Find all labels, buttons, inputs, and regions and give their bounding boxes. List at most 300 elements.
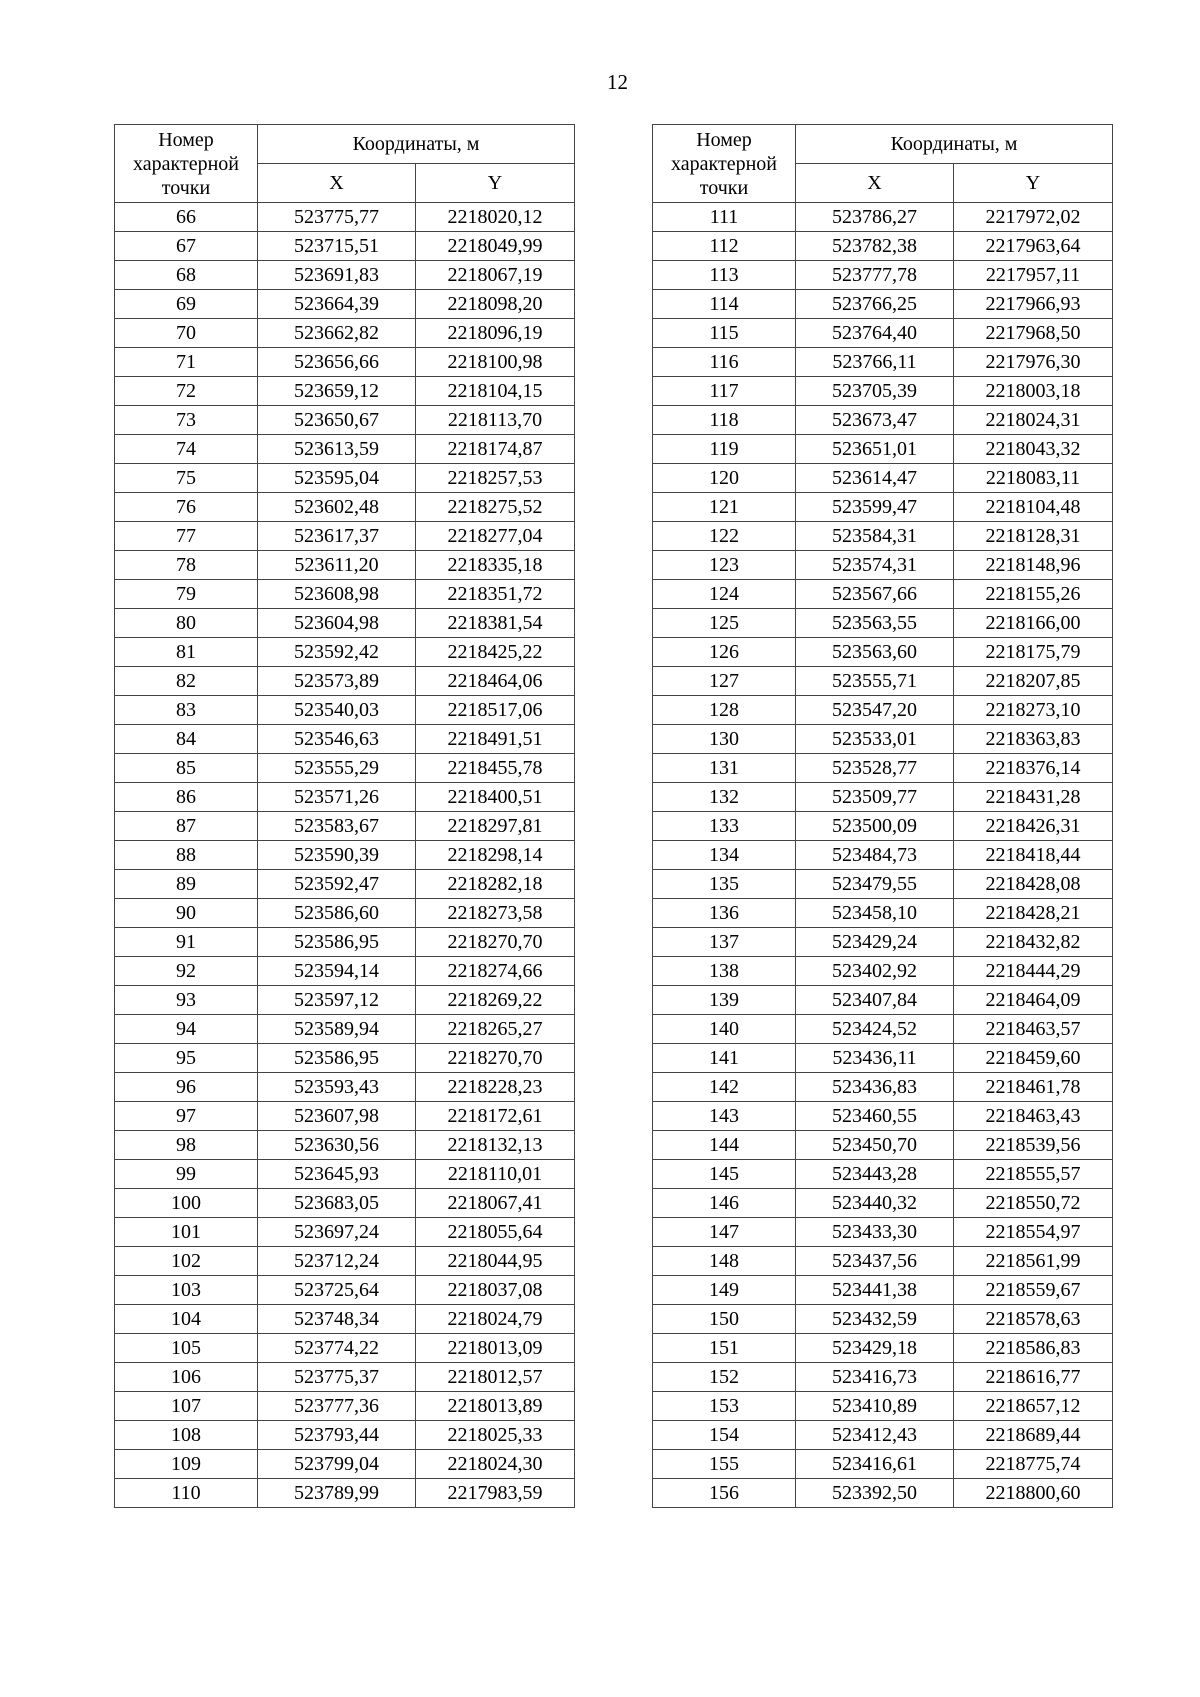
- point-number-cell: 110: [115, 1479, 258, 1508]
- table-row: [653, 493, 1113, 522]
- table-row: [653, 1450, 1113, 1479]
- point-number-cell: 102: [115, 1247, 258, 1276]
- x-coordinate-cell: 523659,12: [258, 377, 416, 406]
- point-number-cell: 92: [115, 957, 258, 986]
- x-coordinate-cell: 523602,48: [258, 493, 416, 522]
- x-coordinate-cell: 523650,67: [258, 406, 416, 435]
- y-coordinate-cell: 2218049,99: [416, 232, 575, 261]
- point-number-cell: 154: [653, 1421, 796, 1450]
- y-coordinate-cell: 2218616,77: [954, 1363, 1113, 1392]
- point-number-cell: 107: [115, 1392, 258, 1421]
- table-row: [653, 580, 1113, 609]
- point-number-cell: 111: [653, 203, 796, 232]
- x-coordinate-cell: 523573,89: [258, 667, 416, 696]
- y-coordinate-cell: 2218431,28: [954, 783, 1113, 812]
- x-coordinate-cell: 523484,73: [796, 841, 954, 870]
- y-coordinate-cell: 2218282,18: [416, 870, 575, 899]
- table-row: [653, 464, 1113, 493]
- x-coordinate-cell: 523597,12: [258, 986, 416, 1015]
- point-number-cell: 72: [115, 377, 258, 406]
- point-number-cell: 94: [115, 1015, 258, 1044]
- table-row: [115, 522, 575, 551]
- y-coordinate-cell: 2218455,78: [416, 754, 575, 783]
- y-coordinate-cell: 2218257,53: [416, 464, 575, 493]
- y-coordinate-cell: 2218132,13: [416, 1131, 575, 1160]
- table-row: [115, 1276, 575, 1305]
- y-coordinate-cell: 2218578,63: [954, 1305, 1113, 1334]
- point-number-cell: 80: [115, 609, 258, 638]
- point-number-cell: 141: [653, 1044, 796, 1073]
- y-coordinate-cell: 2217968,50: [954, 319, 1113, 348]
- table-row: [115, 1015, 575, 1044]
- x-coordinate-cell: 523555,71: [796, 667, 954, 696]
- table-row: [115, 1131, 575, 1160]
- y-coordinate-cell: 2218517,06: [416, 696, 575, 725]
- y-coordinate-cell: 2218464,06: [416, 667, 575, 696]
- table-row: [115, 899, 575, 928]
- y-coordinate-cell: 2218335,18: [416, 551, 575, 580]
- y-coordinate-cell: 2218363,83: [954, 725, 1113, 754]
- point-number-cell: 137: [653, 928, 796, 957]
- point-number-cell: 117: [653, 377, 796, 406]
- point-number-cell: 103: [115, 1276, 258, 1305]
- table-row: [115, 1450, 575, 1479]
- x-coordinate-cell: 523540,03: [258, 696, 416, 725]
- table-row: [115, 957, 575, 986]
- table-row: [653, 957, 1113, 986]
- point-number-cell: 113: [653, 261, 796, 290]
- y-coordinate-cell: 2218444,29: [954, 957, 1113, 986]
- table-row: [653, 1189, 1113, 1218]
- point-number-cell: 100: [115, 1189, 258, 1218]
- x-coordinate-cell: 523599,47: [796, 493, 954, 522]
- point-number-cell: 127: [653, 667, 796, 696]
- y-coordinate-cell: 2218110,01: [416, 1160, 575, 1189]
- table-row: [115, 261, 575, 290]
- x-coordinate-cell: 523777,78: [796, 261, 954, 290]
- table-row: [115, 1102, 575, 1131]
- table-row: [115, 783, 575, 812]
- y-coordinate-cell: 2218297,81: [416, 812, 575, 841]
- table-row: [653, 551, 1113, 580]
- point-number-cell: 143: [653, 1102, 796, 1131]
- coordinates-table-right: [652, 124, 1113, 1508]
- x-coordinate-cell: 523777,36: [258, 1392, 416, 1421]
- y-coordinate-cell: 2218689,44: [954, 1421, 1113, 1450]
- point-number-cell: 97: [115, 1102, 258, 1131]
- point-number-cell: 74: [115, 435, 258, 464]
- x-coordinate-cell: 523563,55: [796, 609, 954, 638]
- table-row: [653, 1160, 1113, 1189]
- table-row: [653, 1102, 1113, 1131]
- point-number-cell: 95: [115, 1044, 258, 1073]
- point-number-cell: 153: [653, 1392, 796, 1421]
- y-coordinate-cell: 2218428,08: [954, 870, 1113, 899]
- y-coordinate-cell: 2217976,30: [954, 348, 1113, 377]
- point-number-cell: 106: [115, 1363, 258, 1392]
- y-coordinate-cell: 2218166,00: [954, 609, 1113, 638]
- table-row: [115, 638, 575, 667]
- y-coordinate-cell: 2218104,48: [954, 493, 1113, 522]
- y-coordinate-cell: 2218298,14: [416, 841, 575, 870]
- y-coordinate-cell: 2218586,83: [954, 1334, 1113, 1363]
- x-coordinate-cell: 523450,70: [796, 1131, 954, 1160]
- point-number-cell: 134: [653, 841, 796, 870]
- table-row: [653, 435, 1113, 464]
- y-coordinate-cell: 2218426,31: [954, 812, 1113, 841]
- y-coordinate-cell: 2218096,19: [416, 319, 575, 348]
- x-coordinate-cell: 523607,98: [258, 1102, 416, 1131]
- x-coordinate-cell: 523563,60: [796, 638, 954, 667]
- y-coordinate-cell: 2218113,70: [416, 406, 575, 435]
- y-coordinate-cell: 2218067,19: [416, 261, 575, 290]
- table-row: [653, 522, 1113, 551]
- x-coordinate-cell: 523782,38: [796, 232, 954, 261]
- point-number-cell: 116: [653, 348, 796, 377]
- x-coordinate-cell: 523608,98: [258, 580, 416, 609]
- y-coordinate-cell: 2218376,14: [954, 754, 1113, 783]
- x-coordinate-cell: 523662,82: [258, 319, 416, 348]
- table-row: [115, 493, 575, 522]
- point-number-cell: 70: [115, 319, 258, 348]
- x-coordinate-cell: 523583,67: [258, 812, 416, 841]
- y-coordinate-cell: 2218273,10: [954, 696, 1113, 725]
- table-row: [115, 551, 575, 580]
- y-coordinate-cell: 2218037,08: [416, 1276, 575, 1305]
- table-row: [115, 232, 575, 261]
- x-coordinate-cell: 523715,51: [258, 232, 416, 261]
- y-coordinate-cell: 2218024,30: [416, 1450, 575, 1479]
- point-number-cell: 105: [115, 1334, 258, 1363]
- x-coordinate-cell: 523766,11: [796, 348, 954, 377]
- x-coordinate-cell: 523712,24: [258, 1247, 416, 1276]
- point-number-cell: 155: [653, 1450, 796, 1479]
- x-coordinate-cell: 523691,83: [258, 261, 416, 290]
- y-coordinate-cell: 2218020,12: [416, 203, 575, 232]
- y-coordinate-cell: 2217972,02: [954, 203, 1113, 232]
- column-header-y: Y: [416, 164, 575, 203]
- x-coordinate-cell: 523410,89: [796, 1392, 954, 1421]
- point-number-cell: 123: [653, 551, 796, 580]
- y-coordinate-cell: 2218055,64: [416, 1218, 575, 1247]
- x-coordinate-cell: 523604,98: [258, 609, 416, 638]
- table-row: [653, 725, 1113, 754]
- table-row: [653, 203, 1113, 232]
- x-coordinate-cell: 523656,66: [258, 348, 416, 377]
- x-coordinate-cell: 523764,40: [796, 319, 954, 348]
- point-number-cell: 108: [115, 1421, 258, 1450]
- table-row: [653, 1334, 1113, 1363]
- y-coordinate-cell: 2218172,61: [416, 1102, 575, 1131]
- y-coordinate-cell: 2218174,87: [416, 435, 575, 464]
- y-coordinate-cell: 2218024,79: [416, 1305, 575, 1334]
- y-coordinate-cell: 2218228,23: [416, 1073, 575, 1102]
- x-coordinate-cell: 523705,39: [796, 377, 954, 406]
- y-coordinate-cell: 2218128,31: [954, 522, 1113, 551]
- table-row: [653, 870, 1113, 899]
- x-coordinate-cell: 523645,93: [258, 1160, 416, 1189]
- x-coordinate-cell: 523748,34: [258, 1305, 416, 1334]
- y-coordinate-cell: 2218554,97: [954, 1218, 1113, 1247]
- table-row: [115, 580, 575, 609]
- x-coordinate-cell: 523593,43: [258, 1073, 416, 1102]
- table-row: [653, 261, 1113, 290]
- x-coordinate-cell: 523614,47: [796, 464, 954, 493]
- point-number-cell: 71: [115, 348, 258, 377]
- table-row: [115, 841, 575, 870]
- x-coordinate-cell: 523458,10: [796, 899, 954, 928]
- column-header-coordinates: Координаты, м: [258, 125, 575, 164]
- x-coordinate-cell: 523586,95: [258, 1044, 416, 1073]
- table-row: [115, 870, 575, 899]
- point-number-cell: 104: [115, 1305, 258, 1334]
- point-number-cell: 81: [115, 638, 258, 667]
- x-coordinate-cell: 523775,37: [258, 1363, 416, 1392]
- y-coordinate-cell: 2218100,98: [416, 348, 575, 377]
- y-coordinate-cell: 2218561,99: [954, 1247, 1113, 1276]
- table-row: [115, 1392, 575, 1421]
- y-coordinate-cell: 2218463,43: [954, 1102, 1113, 1131]
- table-row: [115, 667, 575, 696]
- point-number-cell: 78: [115, 551, 258, 580]
- column-header-y: Y: [954, 164, 1113, 203]
- point-number-cell: 132: [653, 783, 796, 812]
- point-number-cell: 135: [653, 870, 796, 899]
- point-number-cell: 156: [653, 1479, 796, 1508]
- x-coordinate-cell: 523775,77: [258, 203, 416, 232]
- x-coordinate-cell: 523412,43: [796, 1421, 954, 1450]
- table-row: [115, 754, 575, 783]
- x-coordinate-cell: 523500,09: [796, 812, 954, 841]
- y-coordinate-cell: 2218351,72: [416, 580, 575, 609]
- point-number-cell: 128: [653, 696, 796, 725]
- x-coordinate-cell: 523546,63: [258, 725, 416, 754]
- table-row: [115, 406, 575, 435]
- table-row: [115, 1189, 575, 1218]
- table-row: [653, 1363, 1113, 1392]
- table-row: [653, 841, 1113, 870]
- x-coordinate-cell: 523509,77: [796, 783, 954, 812]
- x-coordinate-cell: 523437,56: [796, 1247, 954, 1276]
- table-row: [115, 725, 575, 754]
- y-coordinate-cell: 2218491,51: [416, 725, 575, 754]
- y-coordinate-cell: 2218044,95: [416, 1247, 575, 1276]
- point-number-cell: 149: [653, 1276, 796, 1305]
- table-row: [115, 377, 575, 406]
- point-number-cell: 87: [115, 812, 258, 841]
- y-coordinate-cell: 2218013,89: [416, 1392, 575, 1421]
- table-row: [115, 1363, 575, 1392]
- x-coordinate-cell: 523664,39: [258, 290, 416, 319]
- x-coordinate-cell: 523613,59: [258, 435, 416, 464]
- x-coordinate-cell: 523407,84: [796, 986, 954, 1015]
- table-row: [115, 203, 575, 232]
- x-coordinate-cell: 523789,99: [258, 1479, 416, 1508]
- table-row: [653, 1247, 1113, 1276]
- y-coordinate-cell: 2218155,26: [954, 580, 1113, 609]
- y-coordinate-cell: 2218012,57: [416, 1363, 575, 1392]
- table-row: [115, 1160, 575, 1189]
- x-coordinate-cell: 523429,18: [796, 1334, 954, 1363]
- point-number-cell: 120: [653, 464, 796, 493]
- point-number-cell: 115: [653, 319, 796, 348]
- table-row: [653, 638, 1113, 667]
- x-coordinate-cell: 523424,52: [796, 1015, 954, 1044]
- x-coordinate-cell: 523416,61: [796, 1450, 954, 1479]
- table-row: [115, 1479, 575, 1508]
- point-number-cell: 146: [653, 1189, 796, 1218]
- table-row: [653, 696, 1113, 725]
- y-coordinate-cell: 2217966,93: [954, 290, 1113, 319]
- x-coordinate-cell: 523592,42: [258, 638, 416, 667]
- x-coordinate-cell: 523589,94: [258, 1015, 416, 1044]
- table-row: [653, 1392, 1113, 1421]
- table-row: [115, 986, 575, 1015]
- table-row: [653, 1305, 1113, 1334]
- table-row: [115, 290, 575, 319]
- x-coordinate-cell: 523799,04: [258, 1450, 416, 1479]
- table-row: [653, 406, 1113, 435]
- table-row: [653, 1218, 1113, 1247]
- table-row: [653, 319, 1113, 348]
- point-number-cell: 93: [115, 986, 258, 1015]
- y-coordinate-cell: 2218381,54: [416, 609, 575, 638]
- column-header-point-number: Номер характерной точки: [115, 125, 258, 203]
- table-row: [115, 1421, 575, 1450]
- y-coordinate-cell: 2218013,09: [416, 1334, 575, 1363]
- point-number-cell: 150: [653, 1305, 796, 1334]
- x-coordinate-cell: 523547,20: [796, 696, 954, 725]
- x-coordinate-cell: 523571,26: [258, 783, 416, 812]
- y-coordinate-cell: 2217983,59: [416, 1479, 575, 1508]
- point-number-cell: 89: [115, 870, 258, 899]
- x-coordinate-cell: 523630,56: [258, 1131, 416, 1160]
- page-number: 12: [607, 70, 628, 94]
- y-coordinate-cell: 2218269,22: [416, 986, 575, 1015]
- x-coordinate-cell: 523433,30: [796, 1218, 954, 1247]
- x-coordinate-cell: 523586,60: [258, 899, 416, 928]
- point-number-cell: 148: [653, 1247, 796, 1276]
- x-coordinate-cell: 523460,55: [796, 1102, 954, 1131]
- table-row: [653, 348, 1113, 377]
- x-coordinate-cell: 523617,37: [258, 522, 416, 551]
- point-number-cell: 82: [115, 667, 258, 696]
- table-row: [653, 986, 1113, 1015]
- x-coordinate-cell: 523441,38: [796, 1276, 954, 1305]
- y-coordinate-cell: 2218277,04: [416, 522, 575, 551]
- x-coordinate-cell: 523594,14: [258, 957, 416, 986]
- table-row: [653, 290, 1113, 319]
- y-coordinate-cell: 2217957,11: [954, 261, 1113, 290]
- point-number-cell: 75: [115, 464, 258, 493]
- column-header-x: X: [796, 164, 954, 203]
- point-number-cell: 130: [653, 725, 796, 754]
- table-row: [115, 435, 575, 464]
- x-coordinate-cell: 523436,83: [796, 1073, 954, 1102]
- y-coordinate-cell: 2218265,27: [416, 1015, 575, 1044]
- table-row: [115, 1218, 575, 1247]
- y-coordinate-cell: 2218270,70: [416, 928, 575, 957]
- x-coordinate-cell: 523683,05: [258, 1189, 416, 1218]
- point-number-cell: 91: [115, 928, 258, 957]
- table-row: [653, 1131, 1113, 1160]
- x-coordinate-cell: 523774,22: [258, 1334, 416, 1363]
- column-header-x: X: [258, 164, 416, 203]
- y-coordinate-cell: 2218148,96: [954, 551, 1113, 580]
- table-row: [115, 812, 575, 841]
- x-coordinate-cell: 523416,73: [796, 1363, 954, 1392]
- point-number-cell: 88: [115, 841, 258, 870]
- y-coordinate-cell: 2218098,20: [416, 290, 575, 319]
- point-number-cell: 133: [653, 812, 796, 841]
- table-row: [653, 783, 1113, 812]
- y-coordinate-cell: 2218461,78: [954, 1073, 1113, 1102]
- y-coordinate-cell: 2218559,67: [954, 1276, 1113, 1305]
- y-coordinate-cell: 2218270,70: [416, 1044, 575, 1073]
- y-coordinate-cell: 2218067,41: [416, 1189, 575, 1218]
- table-row: [115, 1044, 575, 1073]
- point-number-cell: 114: [653, 290, 796, 319]
- y-coordinate-cell: 2218555,57: [954, 1160, 1113, 1189]
- point-number-cell: 125: [653, 609, 796, 638]
- y-coordinate-cell: 2218273,58: [416, 899, 575, 928]
- y-coordinate-cell: 2218175,79: [954, 638, 1113, 667]
- table-row: [653, 1421, 1113, 1450]
- table-row: [653, 1015, 1113, 1044]
- table-row: [653, 899, 1113, 928]
- table-row: [115, 464, 575, 493]
- table-row: [653, 812, 1113, 841]
- table-row: [653, 1073, 1113, 1102]
- point-number-cell: 121: [653, 493, 796, 522]
- x-coordinate-cell: 523584,31: [796, 522, 954, 551]
- x-coordinate-cell: 523595,04: [258, 464, 416, 493]
- point-number-cell: 69: [115, 290, 258, 319]
- x-coordinate-cell: 523402,92: [796, 957, 954, 986]
- point-number-cell: 76: [115, 493, 258, 522]
- table-row: [653, 928, 1113, 957]
- y-coordinate-cell: 2218539,56: [954, 1131, 1113, 1160]
- point-number-cell: 151: [653, 1334, 796, 1363]
- y-coordinate-cell: 2218459,60: [954, 1044, 1113, 1073]
- point-number-cell: 131: [653, 754, 796, 783]
- y-coordinate-cell: 2218657,12: [954, 1392, 1113, 1421]
- y-coordinate-cell: 2218400,51: [416, 783, 575, 812]
- table-row: [115, 348, 575, 377]
- point-number-cell: 66: [115, 203, 258, 232]
- x-coordinate-cell: 523479,55: [796, 870, 954, 899]
- x-coordinate-cell: 523574,31: [796, 551, 954, 580]
- y-coordinate-cell: 2218550,72: [954, 1189, 1113, 1218]
- y-coordinate-cell: 2217963,64: [954, 232, 1113, 261]
- x-coordinate-cell: 523590,39: [258, 841, 416, 870]
- point-number-cell: 101: [115, 1218, 258, 1247]
- table-row: [653, 1276, 1113, 1305]
- point-number-cell: 98: [115, 1131, 258, 1160]
- point-number-cell: 139: [653, 986, 796, 1015]
- table-row: [653, 1044, 1113, 1073]
- table-row: [115, 1247, 575, 1276]
- y-coordinate-cell: 2218083,11: [954, 464, 1113, 493]
- y-coordinate-cell: 2218464,09: [954, 986, 1113, 1015]
- x-coordinate-cell: 523697,24: [258, 1218, 416, 1247]
- point-number-cell: 68: [115, 261, 258, 290]
- y-coordinate-cell: 2218425,22: [416, 638, 575, 667]
- x-coordinate-cell: 523592,47: [258, 870, 416, 899]
- point-number-cell: 96: [115, 1073, 258, 1102]
- point-number-cell: 86: [115, 783, 258, 812]
- column-header-coordinates: Координаты, м: [796, 125, 1113, 164]
